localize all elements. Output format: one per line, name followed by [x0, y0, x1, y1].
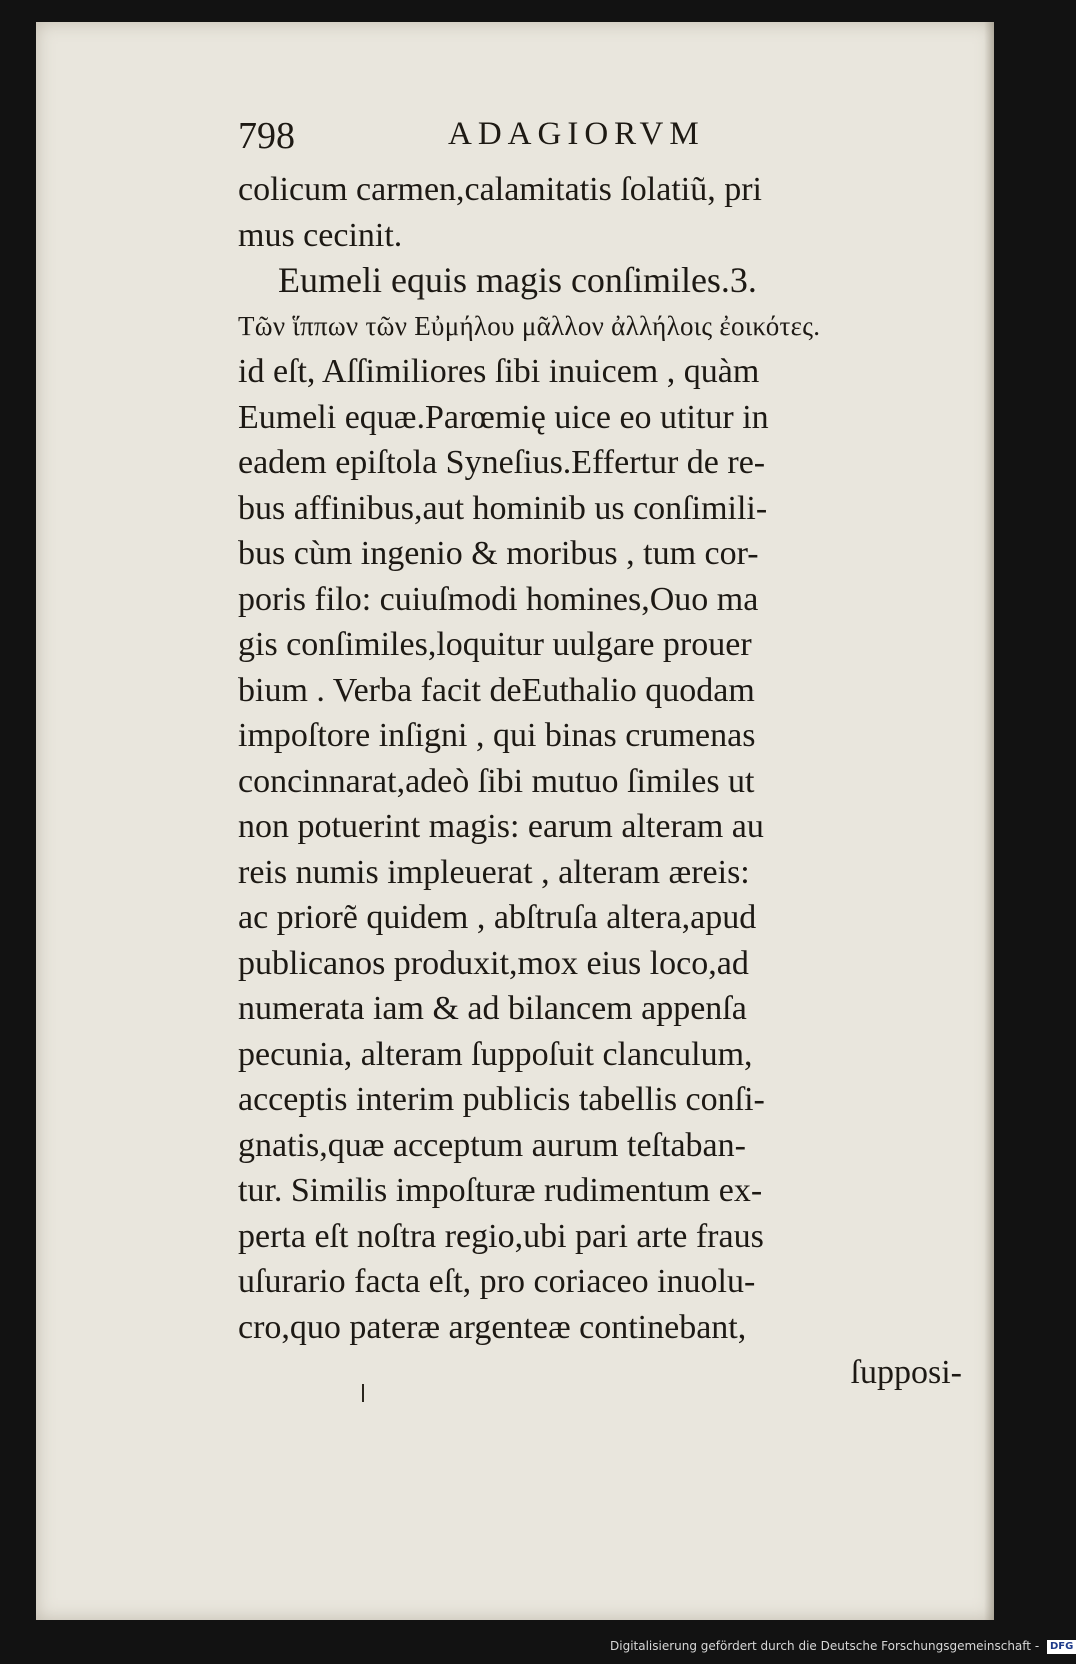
text-line: perta eſt noſtra regio,ubi pari arte fraus: [238, 1217, 764, 1255]
text-line: reis numis impleuerat , alteram æreis:: [238, 853, 750, 891]
text-block: [238, 167, 966, 1396]
text-line: id eſt, Aſſimiliores ſibi inuicem , quàm: [238, 353, 760, 390]
printer-mark: [362, 1384, 364, 1402]
text-line: bus affinibus,aut hominib us conſimili-: [238, 489, 768, 527]
page-number: 798: [238, 115, 295, 157]
text-line: colicum carmen,calamitatis ſolatiũ, pri: [238, 171, 762, 208]
text-line: ac priorẽ quidem , abſtruſa altera,apud: [238, 899, 757, 936]
digitization-credit: [610, 1632, 1074, 1660]
book-page: [36, 22, 994, 1620]
running-head: ADAGIORVM: [448, 116, 705, 152]
dfg-logo: DFG: [1047, 1640, 1076, 1654]
page-header: [238, 114, 778, 164]
text-line: Eumeli equæ.Parœmię uice eo utitur in: [238, 398, 769, 436]
adage-heading: Eumeli equis magis conſimiles.3.: [278, 260, 757, 300]
text-line: tur. Similis impoſturæ rudimentum ex-: [238, 1172, 763, 1209]
text-line: non potuerint magis: earum alteram au: [238, 808, 764, 845]
text-line: bus cùm ingenio & moribus , tum cor-: [238, 535, 759, 572]
text-line: poris filo: cuiuſmodi homines,Ouo ma: [238, 580, 759, 618]
catchword: ſupposi-: [850, 1354, 962, 1391]
text-line: concinnarat,adeò ſibi mutuo ſimiles ut: [238, 762, 755, 800]
greek-line: Τῶν ἵππων τῶν Εὐμήλου μᾶλλον ἀλλήλοις ἐοικότες.: [238, 310, 821, 341]
text-line: bium . Verba facit deEuthalio quodam: [238, 671, 755, 709]
text-line: gnatis,quæ acceptum aurum teſtaban-: [238, 1126, 746, 1164]
text-line: gis conſimiles,loquitur uulgare prouer: [238, 626, 752, 663]
credit-text: Digitalisierung gefördert durch die Deutsche Forschungsgemeinschaft -: [610, 1639, 1040, 1653]
text-line: mus cecinit.: [238, 216, 403, 254]
text-line: numerata iam & ad bilancem appenſa: [238, 990, 747, 1027]
text-line: pecunia, alteram ſuppoſuit clanculum,: [238, 1035, 753, 1073]
text-line: cro,quo pateræ argenteæ continebant,: [238, 1308, 747, 1346]
text-line: eadem epiſtola Syneſius.Effertur de re-: [238, 444, 766, 481]
text-line: publicanos produxit,mox eius loco,ad: [238, 944, 749, 982]
text-line: impoſtore inſigni , qui binas crumenas: [238, 717, 756, 754]
text-line: acceptis interim publicis tabellis conſi-: [238, 1081, 765, 1118]
text-line: uſurario facta eſt, pro coriaceo inuolu-: [238, 1263, 756, 1300]
